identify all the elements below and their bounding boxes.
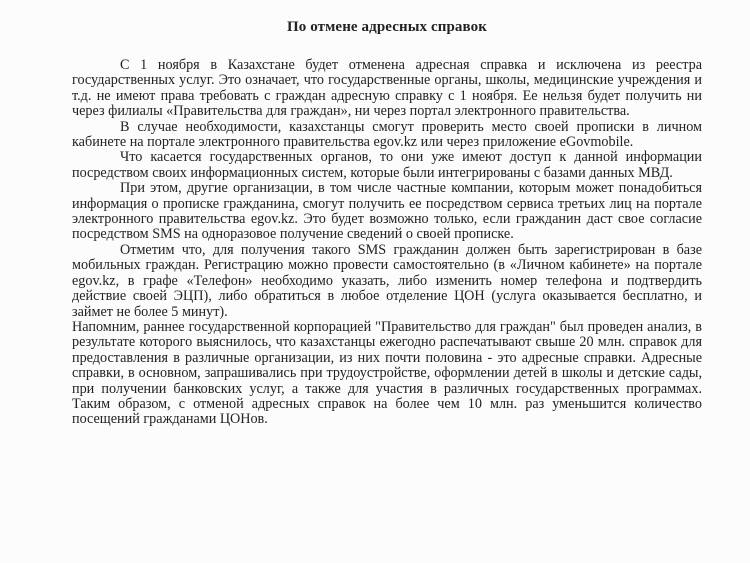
- paragraph-6: Напомним, раннее государственной корпорацией "Правительство для граждан" был проведен анализ, в результате которого выяснилось, что казахстанцы ежегодно распечатывают свыше 20 млн. справок для предоставления в различные организации, из них почти половина - это адресные справки. Адресные справки, в основном, запрашивались при трудоустройстве, оформлении детей в школы и детские сады, при получении банковских услуг, а также для участия в различных государственных программах. Таким образом, с отменой адресных справок на более чем 10 млн. раз уменьшится количество посещений гражданами ЦОНов.: [72, 318, 702, 428]
- document-body: [72, 58, 702, 428]
- paragraph-1: С 1 ноября в Казахстане будет отменена адресная справка и исключена из реестра государственных услуг. Это означает, что государственные органы, школы, медицинские учреждения и т.д. не имеют права требовать с граждан адресную справку с 1 ноября. Ее нельзя будет получить ни через филиалы «Правительства для граждан», ни через портал электронного правительства.: [72, 57, 702, 120]
- paragraph-2: В случае необходимости, казахстанцы смогут проверить место своей прописки в личном кабинете на портале электронного правительства egov.kz или через приложение eGovmobile.: [72, 118, 702, 151]
- paragraph-3: Что касается государственных органов, то они уже имеют доступ к данной информации посредством своих информационных систем, которые были интегрированы с базами данных МВД.: [72, 149, 702, 181]
- document-title: По отмене адресных справок: [287, 19, 487, 35]
- paragraph-5: Отметим что, для получения такого SMS гражданин должен быть зарегистрирован в базе мобильных граждан. Регистрацию можно провести самостоятельно (в «Личном кабинете» на портале egov.kz, в графе «Телефон» необходимо указать, либо изменить номер телефона и подтвердить действие своей ЭЦП), либо обратиться в любое отделение ЦОН (услуга оказывается бесплатно, и займет не более 5 минут).: [72, 241, 702, 320]
- paragraph-4: При этом, другие организации, в том числе частные компании, которым может понадобиться информация о прописке гражданина, смогут получить ее посредством сервиса третьих лиц на портале электронного правительства egov.kz. Это будет возможно только, если гражданин даст свое согласие посредством SMS на одноразовое получение сведений о своей прописке.: [72, 180, 702, 243]
